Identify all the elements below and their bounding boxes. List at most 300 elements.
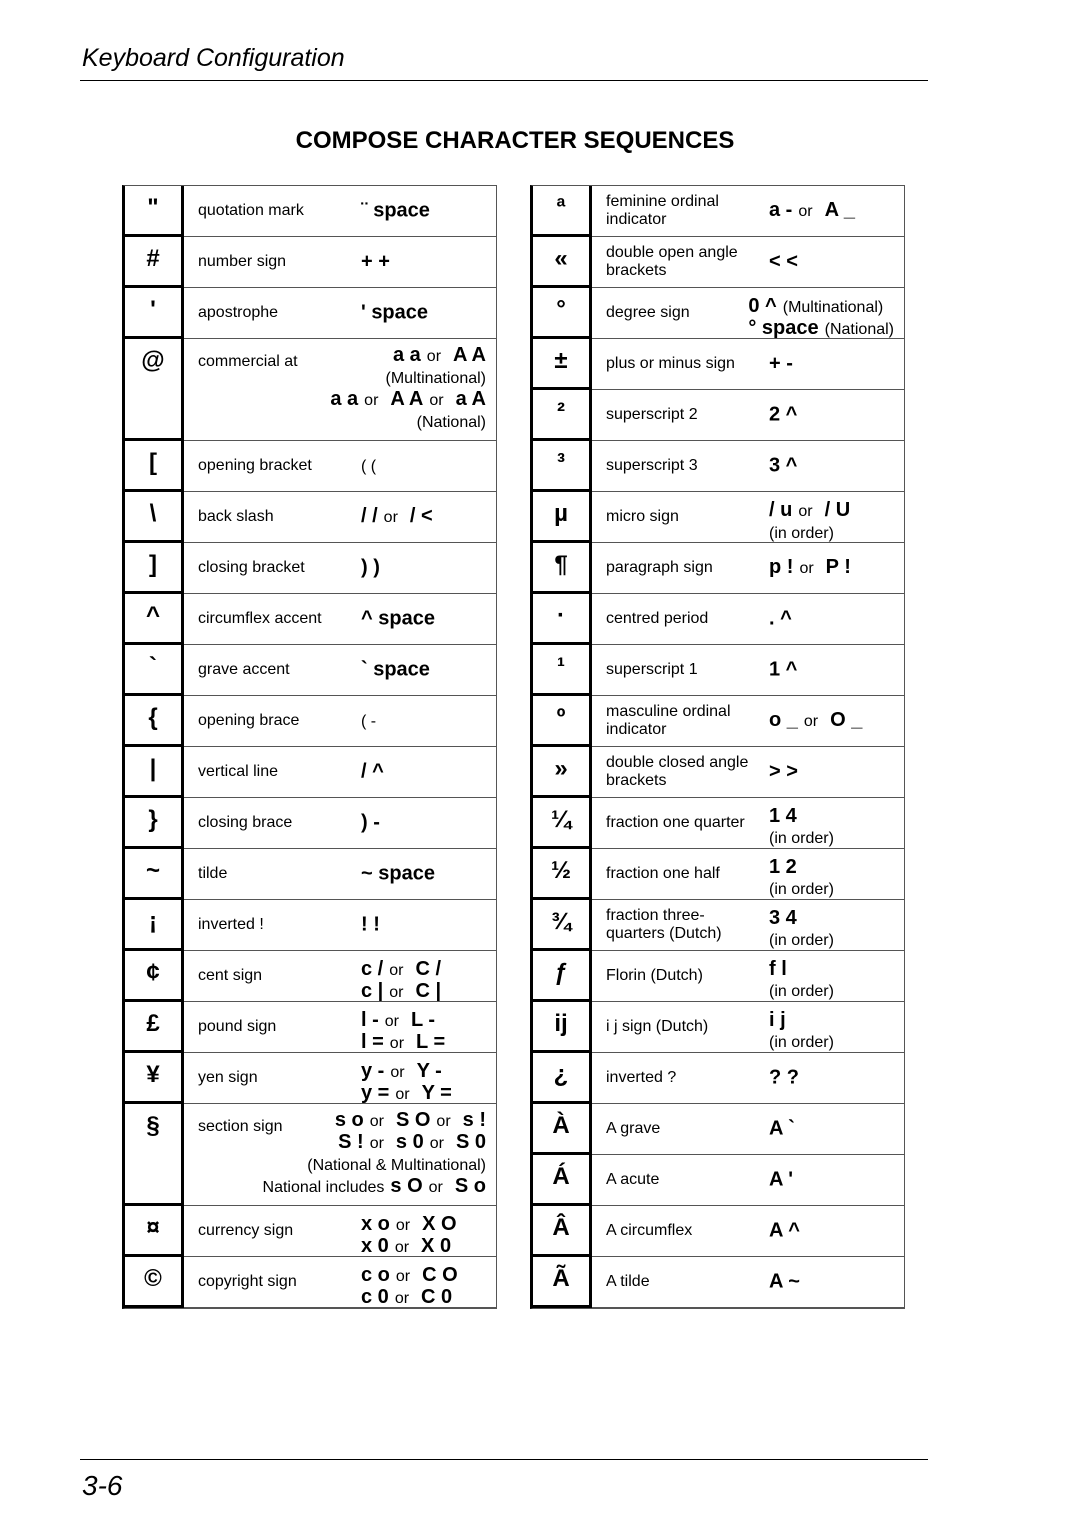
compose-line: [361, 981, 486, 1002]
compose-line: [748, 296, 894, 318]
special-character: ~: [125, 849, 184, 900]
compose-sequence: [769, 857, 894, 900]
key-sequence: / U: [824, 499, 851, 521]
key-sequence: ) ): [361, 556, 380, 579]
section-header: Keyboard Configuration: [82, 44, 345, 72]
special-character: «: [533, 237, 592, 288]
key-sequence: L -: [411, 1009, 436, 1031]
compose-line: [361, 558, 486, 579]
compose-note: (in order): [769, 830, 834, 847]
compose-line: [769, 1272, 894, 1293]
compose-line: [263, 1154, 486, 1176]
character-name: superscript 3: [606, 457, 698, 474]
compose-table-left: [122, 185, 497, 1309]
compose-note: (Multinational): [782, 299, 884, 316]
key-sequence: / ^: [361, 760, 384, 783]
key-sequence: C |: [415, 980, 442, 1002]
compose-line: [769, 500, 894, 522]
compose-line: [361, 1083, 486, 1104]
compose-line: [263, 1110, 486, 1132]
special-character: ": [125, 186, 184, 237]
special-character: |: [125, 747, 184, 798]
compose-line: [769, 660, 894, 681]
compose-line: [361, 864, 486, 885]
key-sequence: / u: [769, 499, 793, 521]
compose-sequence: [769, 1170, 894, 1191]
special-character: ¾: [533, 900, 592, 951]
or-separator: or: [395, 1268, 411, 1285]
key-sequence: l -: [361, 1009, 379, 1031]
table-row-description: [592, 543, 904, 594]
compose-line: [769, 1221, 894, 1242]
compose-line: [330, 411, 486, 433]
compose-note: (in order): [769, 932, 834, 949]
key-sequence: A ': [769, 1168, 794, 1191]
compose-note: ( -: [361, 713, 377, 730]
or-separator: or: [429, 392, 444, 409]
special-character: ¡: [125, 900, 184, 951]
compose-sequence: [361, 609, 486, 630]
character-name: grave accent: [198, 661, 290, 678]
special-character: Á: [533, 1155, 592, 1206]
compose-note: (in order): [769, 525, 834, 542]
key-sequence: c o: [361, 1264, 390, 1286]
compose-line: [769, 762, 894, 783]
special-character: ²: [533, 390, 592, 441]
key-sequence: 0 ^: [748, 295, 777, 317]
compose-line: [769, 806, 894, 827]
or-separator: or: [389, 962, 404, 979]
compose-sequence: [769, 762, 894, 783]
key-sequence: C O: [422, 1264, 458, 1286]
table-row-description: [184, 951, 496, 1002]
character-name: A circumflex: [606, 1222, 693, 1239]
compose-line: [769, 522, 894, 543]
key-sequence: A ^: [769, 1219, 800, 1242]
character-name: commercial at: [198, 353, 298, 370]
compose-sequence: [361, 1010, 486, 1053]
special-character: ¤: [125, 1206, 184, 1257]
compose-line: [330, 389, 486, 411]
or-separator: or: [384, 1013, 400, 1030]
table-row-description: [592, 798, 904, 849]
compose-note: (in order): [769, 1034, 834, 1051]
page-title: COMPOSE CHARACTER SEQUENCES: [295, 127, 735, 154]
key-sequence: a -: [769, 199, 793, 221]
table-row-description: [184, 645, 496, 696]
compose-line: [361, 1265, 486, 1287]
key-sequence: 3 ^: [769, 454, 798, 477]
character-name: paragraph sign: [606, 559, 713, 576]
key-sequence: y -: [361, 1060, 385, 1082]
table-row-description: [184, 747, 496, 798]
special-character: \: [125, 492, 184, 543]
key-sequence: 2 ^: [769, 403, 798, 426]
character-name: vertical line: [198, 763, 279, 780]
character-name: i j sign (Dutch): [606, 1018, 709, 1035]
key-sequence: 1 4: [769, 805, 797, 827]
character-name: pound sign: [198, 1018, 277, 1035]
or-separator: or: [429, 1135, 444, 1152]
special-character: £: [125, 1002, 184, 1053]
character-name: feminine ordinal indicator: [606, 193, 719, 228]
key-sequence: S o: [454, 1175, 486, 1197]
compose-sequence: [361, 1061, 486, 1104]
special-character: ƒ: [533, 951, 592, 1002]
key-sequence: + -: [769, 352, 793, 375]
key-sequence: ° space: [748, 317, 819, 339]
compose-line: [361, 201, 486, 222]
compose-note: (in order): [769, 881, 834, 898]
compose-line: [769, 929, 894, 951]
or-separator: or: [390, 1064, 405, 1081]
key-sequence: S 0: [455, 1131, 486, 1153]
table-row-description: [184, 237, 496, 288]
key-sequence: O _: [830, 709, 863, 731]
page-number: 3-6: [82, 1470, 123, 1501]
compose-sequence: [361, 762, 486, 783]
table-row-description: [184, 1104, 496, 1206]
special-character: ©: [125, 1257, 184, 1308]
table-row-description: [592, 696, 904, 747]
special-character: §: [125, 1104, 184, 1206]
character-name: double open angle brackets: [606, 244, 738, 279]
special-character: ¼: [533, 798, 592, 849]
special-character: ª: [533, 186, 592, 237]
key-sequence: C /: [415, 958, 442, 980]
compose-sequence: [769, 1272, 894, 1293]
key-sequence: X O: [422, 1213, 457, 1235]
compose-line: [263, 1176, 486, 1198]
compose-line: [769, 252, 894, 273]
special-character: ¹: [533, 645, 592, 696]
table-row-description: [592, 288, 904, 339]
character-name: section sign: [198, 1118, 283, 1135]
key-sequence: ~ space: [361, 862, 435, 885]
compose-line: [748, 318, 894, 339]
character-name: centred period: [606, 610, 709, 627]
table-row-description: [592, 849, 904, 900]
compose-line: [361, 915, 486, 936]
key-sequence: S O: [395, 1109, 431, 1131]
compose-line: [769, 1068, 894, 1089]
character-name: masculine ordinal indicator: [606, 703, 731, 738]
compose-sequence: [769, 660, 894, 681]
special-character: ': [125, 288, 184, 339]
character-name: superscript 2: [606, 406, 698, 423]
table-row-description: [592, 237, 904, 288]
compose-sequence: [769, 1068, 894, 1089]
special-character: ¢: [125, 951, 184, 1002]
special-character: `: [125, 645, 184, 696]
compose-sequence: [361, 959, 486, 1002]
or-separator: or: [803, 713, 819, 730]
key-sequence: a A: [455, 388, 486, 410]
key-sequence: A _: [824, 199, 855, 221]
character-name: plus or minus sign: [606, 355, 735, 372]
table-row-description: [184, 849, 496, 900]
special-character: ¥: [125, 1053, 184, 1104]
key-sequence: 3 4: [769, 907, 797, 929]
character-name: double closed angle brackets: [606, 754, 749, 789]
compose-sequence: [361, 915, 486, 936]
compose-sequence: [263, 1110, 486, 1198]
table-row-description: [592, 1002, 904, 1053]
key-sequence: P !: [825, 556, 851, 578]
table-row-description: [592, 1104, 904, 1155]
key-sequence: ? ?: [769, 1066, 799, 1089]
key-sequence: ^ space: [361, 607, 435, 630]
special-character: À: [533, 1104, 592, 1155]
compose-sequence: [361, 813, 486, 834]
character-name: yen sign: [198, 1069, 258, 1086]
or-separator: or: [394, 1239, 410, 1256]
key-sequence: y =: [361, 1082, 390, 1104]
or-separator: or: [799, 560, 814, 577]
compose-line: [769, 354, 894, 375]
character-name: fraction three-quarters (Dutch): [606, 907, 722, 942]
character-name: quotation mark: [198, 202, 304, 219]
key-sequence: L =: [416, 1031, 446, 1053]
special-character: ½: [533, 849, 592, 900]
or-separator: or: [798, 203, 813, 220]
character-name: tilde: [198, 865, 228, 882]
table-row-description: [184, 594, 496, 645]
table-row-description: [184, 492, 496, 543]
compose-line: [361, 710, 486, 732]
table-row-description: [592, 339, 904, 390]
compose-line: [361, 303, 486, 324]
special-character: ]: [125, 543, 184, 594]
compose-line: [769, 857, 894, 878]
compose-line: [361, 506, 486, 528]
special-character: Â: [533, 1206, 592, 1257]
character-name: A grave: [606, 1120, 661, 1137]
character-name: currency sign: [198, 1222, 294, 1239]
compose-line: [769, 405, 894, 426]
key-sequence: C 0: [421, 1286, 453, 1308]
compose-line: [769, 1010, 894, 1031]
compose-line: [361, 1214, 486, 1236]
table-row-description: [184, 186, 496, 237]
table-row-description: [592, 951, 904, 1002]
compose-note: National includes: [262, 1179, 385, 1196]
table-row-description: [184, 1206, 496, 1257]
table-row-description: [592, 441, 904, 492]
compose-sequence: [769, 710, 894, 732]
compose-line: [361, 813, 486, 834]
compose-sequence: [361, 710, 486, 732]
compose-line: [769, 609, 894, 630]
table-row-description: [592, 1257, 904, 1308]
table-row-description: [592, 492, 904, 543]
table-row-description: [184, 1257, 496, 1308]
table-row-description: [184, 1002, 496, 1053]
compose-sequence: [361, 1265, 486, 1308]
compose-sequence: [361, 1214, 486, 1257]
special-character: Ã: [533, 1257, 592, 1308]
compose-sequence: [769, 1221, 894, 1242]
table-row-description: [184, 543, 496, 594]
character-name: degree sign: [606, 304, 690, 321]
compose-sequence: [769, 405, 894, 426]
compose-line: [361, 455, 486, 477]
character-name: closing brace: [198, 814, 293, 831]
key-sequence: S !: [338, 1131, 364, 1153]
table-row-description: [184, 900, 496, 951]
special-character: µ: [533, 492, 592, 543]
special-character: ¿: [533, 1053, 592, 1104]
key-sequence: 1 ^: [769, 658, 798, 681]
table-row-description: [592, 390, 904, 441]
key-sequence: A `: [769, 1117, 795, 1140]
compose-sequence: [769, 959, 894, 1002]
header-rule: [80, 80, 928, 81]
special-character: »: [533, 747, 592, 798]
compose-sequence: [330, 345, 486, 433]
or-separator: or: [798, 503, 813, 520]
compose-sequence: [361, 506, 486, 528]
or-separator: or: [383, 509, 398, 526]
character-name: apostrophe: [198, 304, 279, 321]
compose-note: (in order): [769, 983, 834, 1000]
special-character: ·: [533, 594, 592, 645]
table-row-description: [184, 441, 496, 492]
character-name: back slash: [198, 508, 274, 525]
table-row-description: [184, 1053, 496, 1104]
footer-rule: [80, 1459, 928, 1460]
character-name: cent sign: [198, 967, 263, 984]
compose-sequence: [361, 455, 486, 477]
or-separator: or: [426, 348, 442, 365]
key-sequence: . ^: [769, 607, 792, 630]
character-name: A acute: [606, 1171, 660, 1188]
key-sequence: p !: [769, 556, 794, 578]
table-row-description: [184, 696, 496, 747]
compose-sequence: [748, 296, 894, 339]
character-name: fraction one quarter: [606, 814, 745, 831]
key-sequence: f l: [769, 958, 787, 980]
or-separator: or: [369, 1135, 384, 1152]
compose-sequence: [769, 609, 894, 630]
compose-line: [769, 980, 894, 1002]
compose-line: [769, 456, 894, 477]
compose-note: (National): [824, 321, 894, 338]
or-separator: or: [389, 1035, 405, 1052]
compose-sequence: [361, 201, 486, 222]
special-character: }: [125, 798, 184, 849]
compose-sequence: [769, 354, 894, 375]
compose-line: [361, 959, 486, 981]
compose-line: [361, 1236, 486, 1257]
or-separator: or: [436, 1113, 451, 1130]
special-character: º: [533, 696, 592, 747]
key-sequence: i j: [769, 1009, 786, 1031]
character-name: inverted !: [198, 916, 264, 933]
compose-sequence: [361, 558, 486, 579]
compose-sequence: [361, 864, 486, 885]
compose-sequence: [769, 252, 894, 273]
key-sequence: x o: [361, 1213, 390, 1235]
character-name: micro sign: [606, 508, 679, 525]
character-name: number sign: [198, 253, 287, 270]
key-sequence: s 0: [395, 1131, 424, 1153]
key-sequence: + +: [361, 250, 390, 273]
or-separator: or: [428, 1179, 443, 1196]
compose-line: [361, 252, 486, 273]
compose-line: [769, 1031, 894, 1053]
special-character: #: [125, 237, 184, 288]
special-character: °: [533, 288, 592, 339]
special-character: {: [125, 696, 184, 747]
compose-note: (Multinational): [385, 370, 486, 387]
key-sequence: A A: [390, 388, 424, 410]
or-separator: or: [369, 1113, 384, 1130]
key-sequence: o _: [769, 709, 798, 731]
key-sequence: A A: [453, 344, 486, 366]
compose-line: [263, 1132, 486, 1154]
key-sequence: s o: [334, 1109, 364, 1131]
table-row-description: [592, 1206, 904, 1257]
character-name: fraction one half: [606, 865, 720, 882]
compose-sequence: [769, 456, 894, 477]
compose-line: [361, 1010, 486, 1032]
special-character: ^: [125, 594, 184, 645]
table-row-description: [592, 186, 904, 237]
key-sequence: ' space: [361, 301, 429, 324]
key-sequence: Y =: [421, 1082, 452, 1104]
key-sequence: a a: [330, 388, 359, 410]
compose-line: [769, 1119, 894, 1140]
compose-note: (National & Multinational): [307, 1157, 486, 1174]
table-row-description: [184, 288, 496, 339]
compose-line: [361, 1061, 486, 1083]
compose-line: [330, 367, 486, 389]
compose-line: [361, 660, 486, 681]
character-name: A tilde: [606, 1273, 650, 1290]
table-row-description: [592, 747, 904, 798]
key-sequence: s !: [462, 1109, 486, 1131]
key-sequence: > >: [769, 760, 798, 783]
key-sequence: ! !: [361, 913, 380, 936]
key-sequence: c /: [361, 958, 384, 980]
or-separator: or: [395, 1217, 411, 1234]
table-row-description: [592, 645, 904, 696]
table-row-description: [592, 1053, 904, 1104]
compose-line: [769, 959, 894, 980]
compose-line: [361, 1032, 486, 1053]
special-character: ¶: [533, 543, 592, 594]
compose-line: [769, 1170, 894, 1191]
compose-sequence: [361, 303, 486, 324]
key-sequence: < <: [769, 250, 798, 273]
or-separator: or: [395, 1086, 410, 1103]
compose-sequence: [361, 252, 486, 273]
compose-sequence: [769, 806, 894, 849]
table-row-description: [184, 798, 496, 849]
special-character: ĳ: [533, 1002, 592, 1053]
key-sequence: l =: [361, 1031, 384, 1053]
compose-sequence: [769, 200, 894, 222]
compose-line: [769, 908, 894, 929]
compose-line: [361, 762, 486, 783]
or-separator: or: [364, 392, 379, 409]
key-sequence: X 0: [421, 1235, 452, 1257]
compose-note: ( (: [361, 458, 377, 475]
compose-line: [769, 827, 894, 849]
key-sequence: ` space: [361, 658, 430, 681]
key-sequence: / <: [409, 505, 433, 527]
